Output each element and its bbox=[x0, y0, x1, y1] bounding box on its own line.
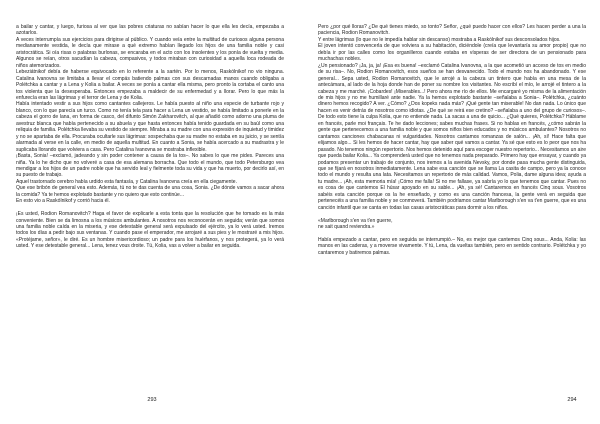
paragraph: ne sait quand reviendra.» bbox=[318, 224, 375, 231]
paragraph: El joven intentó convencerla de que volviera a su habitación, diciéndole (creía que levantaría su amor propio) que no debía ir por las calles como los organilleros cuando estaba en vísperas de ser directora de un pensionado para muchachas nobles. bbox=[318, 43, 586, 63]
paragraph: ¡Es usted, Rodion Romanovitch? Haga el favor de explicarle a esta tonta que la resolución que he tomado es la más conveniente. Bien se da limosna a los músicos ambulantes. A nosotros nos reconocerán en seguida; verán que somos una familia noble caída en la miseria, y ese detestable general será expulsado del ejército, ya lo verá usted. Iremos todos los días a pedir bajo sus ventanas. Y cuando pase el emperador, me arrojaré a sus pies y le mostraré a mis hijos. «Protéjame, señor», le diré. Es un hombre misericordioso; un padre para los huérfanos, y nos protegerá, ya lo verá usted. Y ese detestable general... Lena, tenez vous droite. Tú, Kolia, vas a volver a bailar en seguida. bbox=[16, 211, 284, 250]
paragraph: Que ese bribón de general vea esto. Además, tú no te das cuenta de una cosa, Sonia. ¿De dónde vamos a sacar ahora la comida? Ya te hemos explotado bastante y no quiero que esto continúe... bbox=[16, 185, 284, 198]
paragraph: Lebeziátnikof debía de haberse equivocado en lo referente a la sartén. Por lo menos, Raskólnikof no vio ninguna. Catalina Ivanovna se limitaba a llevar el compás batiendo palmas con sus descarnadas manos cuando obligaba a Polétchka a cantar y a Lena y Kolia a bailar. A veces se ponía a cantar ella misma, pero pronto la cortaba el canto una tos violenta que la desesperaba. Entonces empezaba a maldecir de su enfermedad y a llorar. Pero lo que más la enfurecía eran las lágrimas y el terror de Lena y de Kolia. bbox=[16, 69, 284, 101]
paragraph: A veces interrumpía sus ejercicios para dirigirse al público. Y cuando veía entre la multitud de curiosos alguna persona medianamente vestida, le decía que mirase a qué extremo habían llegado los hijos de una familia noble y casi aristocrática. Si oía risas o palabras burlonas, se encaraba en el acto con los insolentes y los ponía de vuelta y media. Algunos se reían, otros sacudían la cabeza, compasivos, y todos miraban con curiosidad a aquella loca rodeada de niños atemorizados. bbox=[16, 36, 284, 69]
right-page-number: 294 bbox=[567, 397, 577, 403]
paragraph: En esto vio a Raskólnikof y corrió hacia él. bbox=[16, 198, 110, 205]
paragraph: ¡Basta, Sonia! –exclamó, jadeando y sin poder contener a causa de la tos–. No sabes lo que me pides. Pareces una niña. Ya lo he dicho que no volveré a casa de esa alemana borracha. Que todo el mundo, que todo Petersburgo vea mendigar a los hijos de un padre noble que ha servido leal y fielmente toda su vida y que ha muerto, por decirlo así, en su puesto de trabajo. bbox=[16, 153, 284, 179]
paragraph: Pero ¿por qué lloras? ¿De qué tienes miedo, so tonto? Señor, ¿qué puedo hacer con ellos? Les hacen perder a una la paciencia, Rodion Romanovitch. bbox=[318, 24, 586, 37]
left-page-number: 293 bbox=[147, 397, 157, 403]
paragraph: Había intentado vestir a sus hijos como cantantes callejeros. Le había puesto al niño una especie de turbante rojo y blanco, con lo que parecía un turco. Como no tenía tela para hacer a Lena un vestido, se había limitado a ponerle en la cabeza el gorro de lana, en forma de casco, del difunto Simón Zakharovitch, al que añadió como adorno una pluma de avestruz blanca que había pertenecido a su abuela y que hasta entonces había tenido guardada en su baúl como una reliquia de familia. Polétchka llevaba su vestido de siempre. Miraba a su madre con una expresión de inquietud y timidez y no se apartaba de ella. Procuraba ocultarle sus lágrimas: sospechaba que su madre no estaba en su juicio, y se sentía alarmada al verse en la calle, en medio de aquella multitud. En cuanto a Sonia, se había acercado a su madrastra y le suplicaba llorando que volviera a casa. Pero Catalina Ivanovna se mostraba inflexible. bbox=[16, 101, 284, 153]
paragraph: Había empezado a cantar, pero en seguida se interrumpió.– No, es mejor que cantemos Cinq sous... Anda, Kolia: las manos en las caderas, y a moverse vivamente. Y tú, Lena, da vueltas también, pero en sentido contrario. Polétchka y yo cantaremos y batiremos palmas. bbox=[318, 236, 586, 256]
paragraph: Aquel trastornado cerebro había urdido esta fantasía, y Catalina Ivanovna creía en ella ciegamente. bbox=[16, 178, 237, 185]
right-page-text bbox=[318, 24, 586, 256]
left-page-text bbox=[16, 24, 284, 250]
right-page bbox=[300, 0, 600, 424]
paragraph: ¿Un pensionado? ¡Ja, ja, ja! ¡Esa es buena! –exclamó Catalina Ivanovna, a la que acometió un acceso de tos en medio de su risa–. No, Rodion Romanovitch, esos sueños se han desvanecido. Todo el mundo nos ha abandonado. Y ese general... Sepa usted, Rodion Romanovitch, que le arrojé a la cabeza un tintero que había en una mesa de la antecámara, al lado de la hoja donde han de poner su nombre los visitantes. No escribí el mío, le arrojé el tintero a la cabeza y me marché. ¡Cobardes! ¡Miserables...! Pero ahora me río de ellos. Me encargaré yo misma de la alimentación de mis hijos y no me humillaré ante nadie. Ya la hemos explotado bastante –señalaba a Sonia–. Polétchka, ¿cuánto dinero hemos recogido? A ver. ¿Cómo? ¿Dos kopeks nada más? ¡Qué gente tan miserable! No dan nada. Lo único que hacen es venir detrás de nosotros como idiotas. ¿De qué se reirá ese cretino? –señalaba a uno del grupo de curiosos–. De todo esto tiene la culpa Kolia, que no entiende nada. La sacas a una de quicio... ¿Qué quieres, Polétchka? Háblame en francés, parle moi français. Te he dado lecciones; sabes muchas frases. Si no hablas en francés, ¿cómo sabrán la gente que pertenecemos a una familia noble y que somos niños bien educados y no músicos ambulantes? Nosotros no cantamos canciones chabacanas ni vulgaridades. Nosotros cantamos romanzas de salón... ¡Ah, sí! Hace falta que elijamos algo... Si les hemos de hacer cantar, hay que saber qué vamos a cantar. Ya sé que esto es lo peor que nos ha pasado. No tenemos ningún repertorio. Nos hemos detenido aquí para escoger nuestro repertorio... Necesitamos un aire que pueda bailar Kolia... Ya comprenderá usted que no tenemos nada preparado. Primero hay que ensayar, y cuando ya podamos presentar un trabajo de conjunto, nos iremos a la avenida Nevsky, por donde pasa mucha gente distinguida, que se fijará en nosotros inmediatamente. Lena sabe esa canción que se llama La casita de campo, pero ya la conoce todo el mundo y resulta una lata. Necesitamos un repertorio de más calidad. Vamos, Polia, dame alguna idea; ayuda a tu madre... ¡Ah, esta memoria mía! ¡Cómo me falla! Si no me fallase, ya sabría yo lo que tenemos que cantar. Pues no es cosa de que cantemos El húsar apoyado en su sable... ¡Ah, ya sé! Cantaremos en francés Cinq sous. Vosotros sabéis esta canción porque os la he enseñado, y como es una canción francesa, la gente verá en seguida que pertenecéis a una familia noble y se conmoverá. También podríamos cantar Marlborough s'en va t'en guerre, que es una canción infantil que se canta en todas las casas aristocráticas para dormir a los niños. bbox=[318, 62, 586, 211]
paragraph: Y entre lágrimas (lo que no le impedía hablar sin descanso) mostraba a Raskólnikof sus desconsolados hijos. bbox=[318, 36, 561, 43]
paragraph: a bailar y cantar, y luego, furiosa al ver que las pobres criaturas no sabían hacer lo que ella les decía, empezaba a azotarlos. bbox=[16, 24, 284, 37]
paragraph: «Marlborough s'en va t'en guerre, bbox=[318, 217, 393, 224]
